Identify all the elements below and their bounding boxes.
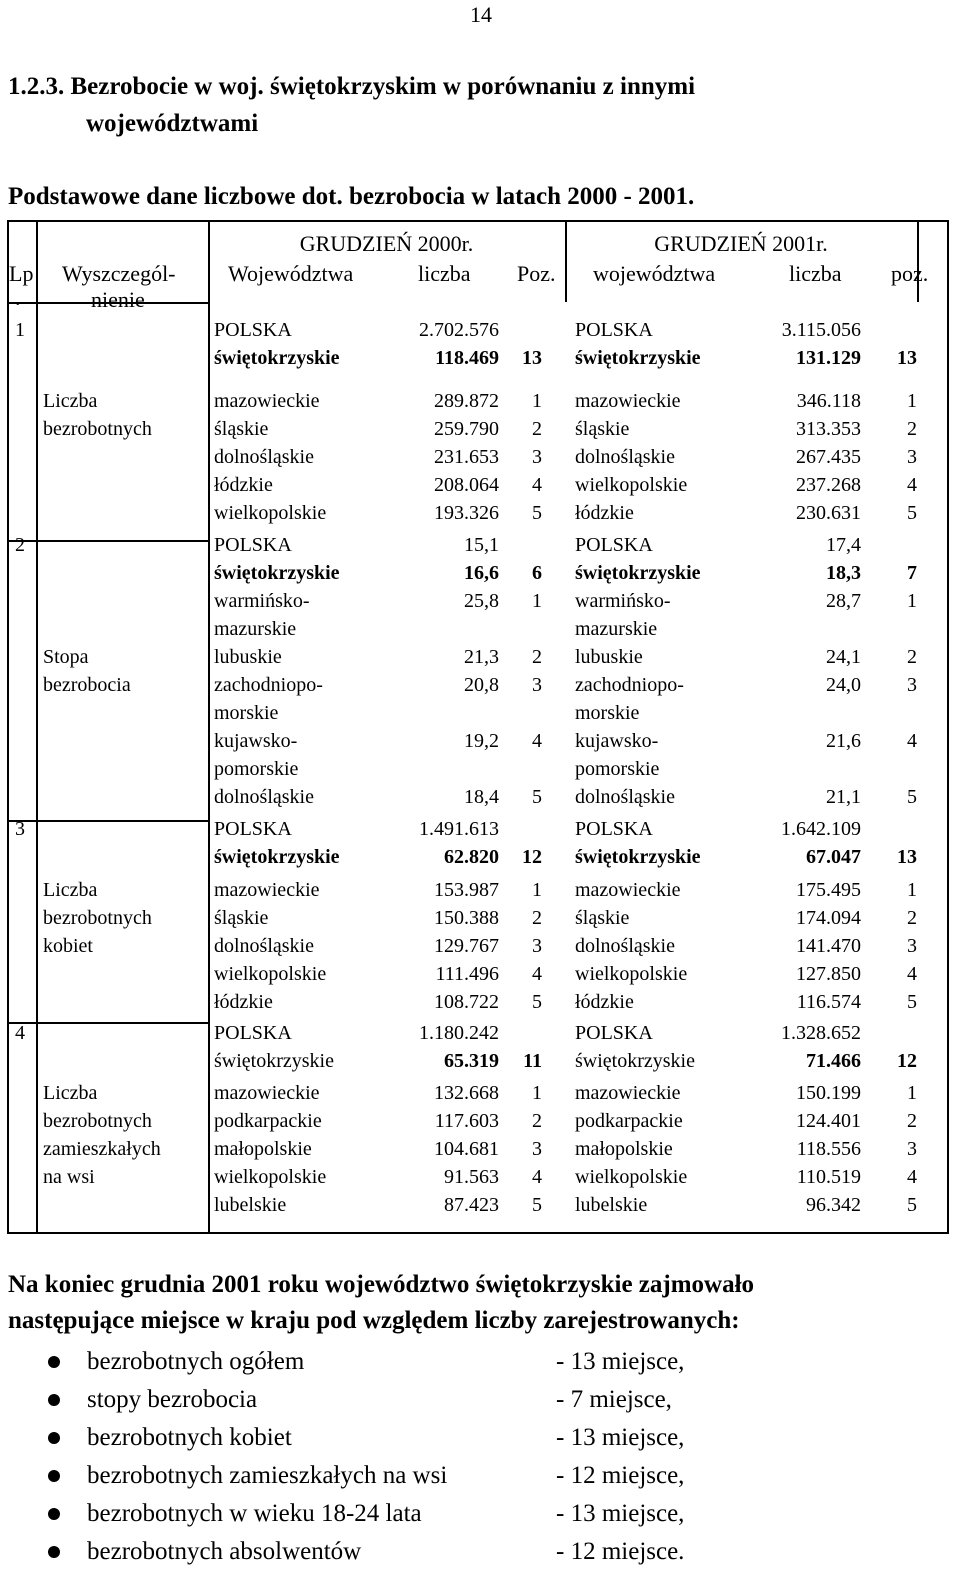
row-20-p1: 2: [907, 907, 917, 929]
row-9-r1: warmińsko-: [575, 590, 671, 612]
row-4-v0: 231.653: [434, 446, 499, 468]
row-2-v0: 289.872: [434, 390, 499, 412]
row-25-p1: 12: [897, 1050, 917, 1072]
ranking-label: bezrobotnych kobiet: [87, 1424, 292, 1451]
row-11-p1: 2: [907, 646, 917, 668]
row-30-v0: 87.423: [444, 1194, 499, 1216]
row-24-r0: POLSKA: [214, 1022, 292, 1044]
row-12-v1: 24,0: [826, 674, 861, 696]
row-21-p0: 3: [532, 935, 542, 957]
row-8-r0: świętokrzyskie: [214, 562, 340, 584]
row-22-p1: 4: [907, 963, 917, 985]
row-26-r0: mazowieckie: [214, 1082, 320, 1104]
header-lp: Lp: [9, 261, 34, 286]
row-3-desc: bezrobotnych: [43, 418, 152, 440]
row-22-p0: 4: [532, 963, 542, 985]
row-8-v1: 18,3: [826, 562, 861, 584]
row-6-r1: łódzkie: [575, 502, 634, 524]
row-22-v1: 127.850: [796, 963, 861, 985]
row-divider: [9, 820, 208, 822]
ranking-label: bezrobotnych w wieku 18-24 lata: [87, 1500, 422, 1527]
row-22-r1: wielkopolskie: [575, 963, 688, 985]
row-16-v1: 21,1: [826, 786, 861, 808]
row-14-r0: kujawsko-: [214, 730, 298, 752]
row-11-v0: 21,3: [464, 646, 499, 668]
row-23-v1: 116.574: [796, 991, 861, 1013]
row-22-v0: 111.496: [435, 963, 499, 985]
row-12-r1: zachodniopo-: [575, 674, 684, 696]
row-28-r0: małopolskie: [214, 1138, 312, 1160]
row-24-r1: POLSKA: [575, 1022, 653, 1044]
row-24-v0: 1.180.242: [419, 1022, 499, 1044]
row-0-lp: 1: [15, 319, 25, 341]
row-27-v0: 117.603: [434, 1110, 499, 1132]
row-7-r1: POLSKA: [575, 534, 653, 556]
row-3-v0: 259.790: [434, 418, 499, 440]
row-5-r1: wielkopolskie: [575, 474, 688, 496]
row-26-p0: 1: [532, 1082, 542, 1104]
row-26-desc: Liczba: [43, 1082, 98, 1104]
row-8-p1: 7: [907, 562, 917, 584]
row-7-v1: 17,4: [826, 534, 861, 556]
row-16-v0: 18,4: [464, 786, 499, 808]
row-divider: [9, 540, 208, 542]
row-18-p1: 13: [897, 846, 917, 868]
row-7-lp: 2: [15, 534, 25, 556]
row-3-r1: śląskie: [575, 418, 630, 440]
row-10-r1: mazurskie: [575, 618, 658, 640]
row-29-p1: 4: [907, 1166, 917, 1188]
row-15-r0: pomorskie: [214, 758, 299, 780]
row-12-r0: zachodniopo-: [214, 674, 323, 696]
row-21-r1: dolnośląskie: [575, 935, 675, 957]
row-27-r1: podkarpackie: [575, 1110, 683, 1132]
row-16-p1: 5: [907, 786, 917, 808]
row-20-r1: śląskie: [575, 907, 630, 929]
row-7-r0: POLSKA: [214, 534, 292, 556]
row-14-p0: 4: [532, 730, 542, 752]
row-26-r1: mazowieckie: [575, 1082, 681, 1104]
bullet-icon: [48, 1432, 60, 1444]
row-17-r0: POLSKA: [214, 818, 292, 840]
row-30-v1: 96.342: [806, 1194, 861, 1216]
row-14-v1: 21,6: [826, 730, 861, 752]
row-5-r0: łódzkie: [214, 474, 273, 496]
row-1-p0: 13: [522, 347, 542, 369]
row-30-p1: 5: [907, 1194, 917, 1216]
row-29-r1: wielkopolskie: [575, 1166, 688, 1188]
row-28-desc: zamieszkałych: [43, 1138, 161, 1160]
row-28-p0: 3: [532, 1138, 542, 1160]
row-6-p0: 5: [532, 502, 542, 524]
row-0-v0: 2.702.576: [419, 319, 499, 341]
row-3-p1: 2: [907, 418, 917, 440]
row-12-p1: 3: [907, 674, 917, 696]
row-17-lp: 3: [15, 818, 25, 840]
row-15-r1: pomorskie: [575, 758, 660, 780]
row-4-v1: 267.435: [796, 446, 861, 468]
row-1-r1: świętokrzyskie: [575, 347, 701, 369]
ranking-label: bezrobotnych absolwentów: [87, 1538, 362, 1565]
row-23-r0: łódzkie: [214, 991, 273, 1013]
row-1-v1: 131.129: [796, 347, 861, 369]
row-25-v0: 65.319: [444, 1050, 499, 1072]
ranking-label: stopy bezrobocia: [87, 1386, 258, 1413]
row-28-v0: 104.681: [434, 1138, 499, 1160]
row-6-r0: wielkopolskie: [214, 502, 327, 524]
row-11-v1: 24,1: [826, 646, 861, 668]
row-8-r1: świętokrzyskie: [575, 562, 701, 584]
row-5-v0: 208.064: [434, 474, 499, 496]
row-19-r1: mazowieckie: [575, 879, 681, 901]
row-9-v0: 25,8: [464, 590, 499, 612]
row-18-r1: świętokrzyskie: [575, 846, 701, 868]
row-12-desc: bezrobocia: [43, 674, 131, 696]
ranking-place: - 7 miejsce,: [556, 1386, 672, 1413]
header-count-2001: liczba: [789, 261, 842, 286]
row-14-v0: 19,2: [464, 730, 499, 752]
row-21-v1: 141.470: [796, 935, 861, 957]
bullet-icon: [48, 1394, 60, 1406]
bullet-icon: [48, 1356, 60, 1368]
ranking-place: - 12 miejsce.: [556, 1538, 685, 1565]
row-8-p0: 6: [532, 562, 542, 584]
row-18-v1: 67.047: [806, 846, 861, 868]
ranking-place: - 13 miejsce,: [556, 1500, 685, 1527]
row-28-v1: 118.556: [796, 1138, 861, 1160]
row-14-p1: 4: [907, 730, 917, 752]
row-4-p0: 3: [532, 446, 542, 468]
row-25-p0: 11: [523, 1050, 542, 1072]
row-2-p0: 1: [532, 390, 542, 412]
row-23-p1: 5: [907, 991, 917, 1013]
row-16-p0: 5: [532, 786, 542, 808]
row-30-r1: lubelskie: [575, 1194, 648, 1216]
row-20-desc: bezrobotnych: [43, 907, 152, 929]
row-1-r0: świętokrzyskie: [214, 347, 340, 369]
row-26-v1: 150.199: [796, 1082, 861, 1104]
row-19-p0: 1: [532, 879, 542, 901]
row-9-r0: warmińsko-: [214, 590, 310, 612]
row-21-desc: kobiet: [43, 935, 93, 957]
page-number: 14: [470, 2, 492, 27]
row-7-v0: 15,1: [464, 534, 499, 556]
row-13-r1: morskie: [575, 702, 640, 724]
row-18-p0: 12: [522, 846, 542, 868]
row-2-desc: Liczba: [43, 390, 98, 412]
row-30-p0: 5: [532, 1194, 542, 1216]
bullet-icon: [48, 1508, 60, 1520]
row-11-r0: lubuskie: [214, 646, 282, 668]
header-period-2000: GRUDZIEŃ 2000r.: [299, 231, 474, 256]
row-5-v1: 237.268: [796, 474, 861, 496]
row-17-r1: POLSKA: [575, 818, 653, 840]
section-heading: [8, 68, 695, 142]
row-divider: [9, 1022, 208, 1024]
row-13-r0: morskie: [214, 702, 279, 724]
row-9-v1: 28,7: [826, 590, 861, 612]
row-21-r0: dolnośląskie: [214, 935, 314, 957]
row-0-r0: POLSKA: [214, 319, 292, 341]
row-0-r1: POLSKA: [575, 319, 653, 341]
row-16-r1: dolnośląskie: [575, 786, 675, 808]
row-18-r0: świętokrzyskie: [214, 846, 340, 868]
row-20-r0: śląskie: [214, 907, 269, 929]
summary-line-2: następujące miejsce w kraju pod względem liczby zarejestrowanych:: [8, 1307, 740, 1334]
row-8-v0: 16,6: [464, 562, 499, 584]
table-caption: Podstawowe dane liczbowe dot. bezrobocia w latach 2000 - 2001.: [8, 183, 695, 210]
row-19-p1: 1: [907, 879, 917, 901]
row-23-r1: łódzkie: [575, 991, 634, 1013]
summary: [8, 1267, 754, 1339]
row-24-lp: 4: [15, 1022, 25, 1044]
row-2-p1: 1: [907, 390, 917, 412]
header-lp-dot: .: [15, 285, 21, 310]
row-17-v1: 1.642.109: [781, 818, 861, 840]
row-10-r0: mazurskie: [214, 618, 297, 640]
row-1-v0: 118.469: [435, 347, 499, 369]
row-12-p0: 3: [532, 674, 542, 696]
row-4-r1: dolnośląskie: [575, 446, 675, 468]
row-29-v1: 110.519: [796, 1166, 861, 1188]
row-30-r0: lubelskie: [214, 1194, 287, 1216]
header-rank-2001: poz.: [891, 261, 929, 286]
row-26-v0: 132.668: [434, 1082, 499, 1104]
ranking-place: - 13 miejsce,: [556, 1348, 685, 1375]
row-20-p0: 2: [532, 907, 542, 929]
row-16-r0: dolnośląskie: [214, 786, 314, 808]
ranking-place: - 12 miejsce,: [556, 1462, 685, 1489]
row-23-v0: 108.722: [434, 991, 499, 1013]
row-19-v1: 175.495: [796, 879, 861, 901]
section-heading-line-2: województwami: [86, 110, 259, 137]
unemployment-table: [7, 220, 949, 1234]
header-regions-2000: Województwa: [228, 261, 354, 286]
row-28-p1: 3: [907, 1138, 917, 1160]
col-divider-lp: [36, 222, 38, 1232]
row-24-v1: 1.328.652: [781, 1022, 861, 1044]
row-27-desc: bezrobotnych: [43, 1110, 152, 1132]
row-23-p0: 5: [532, 991, 542, 1013]
row-9-p1: 1: [907, 590, 917, 612]
row-28-r1: małopolskie: [575, 1138, 673, 1160]
row-18-v0: 62.820: [444, 846, 499, 868]
row-12-v0: 20,8: [464, 674, 499, 696]
row-11-desc: Stopa: [43, 646, 89, 668]
row-2-r1: mazowieckie: [575, 390, 681, 412]
summary-line-1: Na koniec grudnia 2001 roku województwo świętokrzyskie zajmowało: [8, 1271, 755, 1298]
ranking-place: - 13 miejsce,: [556, 1424, 685, 1451]
row-21-p1: 3: [907, 935, 917, 957]
row-5-p0: 4: [532, 474, 542, 496]
row-27-r0: podkarpackie: [214, 1110, 322, 1132]
row-19-r0: mazowieckie: [214, 879, 320, 901]
row-11-r1: lubuskie: [575, 646, 643, 668]
row-19-v0: 153.987: [434, 879, 499, 901]
header-rank-2000: Poz.: [517, 261, 556, 286]
row-25-r0: świętokrzyskie: [214, 1050, 334, 1072]
row-0-v1: 3.115.056: [781, 319, 861, 341]
col-divider-desc: [208, 222, 210, 1232]
row-3-v1: 313.353: [796, 418, 861, 440]
row-9-p0: 1: [532, 590, 542, 612]
ranking-label: bezrobotnych ogółem: [87, 1348, 305, 1375]
bullet-icon: [48, 1470, 60, 1482]
row-29-desc: na wsi: [43, 1166, 95, 1188]
row-20-v1: 174.094: [796, 907, 861, 929]
section-heading-line-1: 1.2.3. Bezrobocie w woj. świętokrzyskim w porównaniu z innymi: [8, 73, 696, 100]
row-27-p1: 2: [907, 1110, 917, 1132]
header-regions-2001: województwa: [593, 261, 716, 286]
bullet-icon: [48, 1546, 60, 1558]
row-14-r1: kujawsko-: [575, 730, 659, 752]
row-5-p1: 4: [907, 474, 917, 496]
row-4-p1: 3: [907, 446, 917, 468]
row-27-v1: 124.401: [796, 1110, 861, 1132]
row-11-p0: 2: [532, 646, 542, 668]
row-3-r0: śląskie: [214, 418, 269, 440]
row-2-r0: mazowieckie: [214, 390, 320, 412]
row-6-v0: 193.326: [434, 502, 499, 524]
row-29-v0: 91.563: [444, 1166, 499, 1188]
header-description-2: nienie: [91, 287, 145, 312]
row-25-r1: świętokrzyskie: [575, 1050, 695, 1072]
row-19-desc: Liczba: [43, 879, 98, 901]
row-22-r0: wielkopolskie: [214, 963, 327, 985]
row-20-v0: 150.388: [434, 907, 499, 929]
row-27-p0: 2: [532, 1110, 542, 1132]
row-4-r0: dolnośląskie: [214, 446, 314, 468]
row-6-p1: 5: [907, 502, 917, 524]
row-2-v1: 346.118: [796, 390, 861, 412]
row-29-r0: wielkopolskie: [214, 1166, 327, 1188]
header-description: Wyszczegól-: [62, 261, 176, 286]
header-count-2000: liczba: [418, 261, 471, 286]
row-25-v1: 71.466: [806, 1050, 861, 1072]
row-26-p1: 1: [907, 1082, 917, 1104]
row-3-p0: 2: [532, 418, 542, 440]
row-29-p0: 4: [532, 1166, 542, 1188]
row-1-p1: 13: [897, 347, 917, 369]
header-period-2001: GRUDZIEŃ 2001r.: [654, 231, 828, 256]
ranking-label: bezrobotnych zamieszkałych na wsi: [87, 1462, 448, 1489]
row-21-v0: 129.767: [434, 935, 499, 957]
row-17-v0: 1.491.613: [419, 818, 499, 840]
row-6-v1: 230.631: [796, 502, 861, 524]
